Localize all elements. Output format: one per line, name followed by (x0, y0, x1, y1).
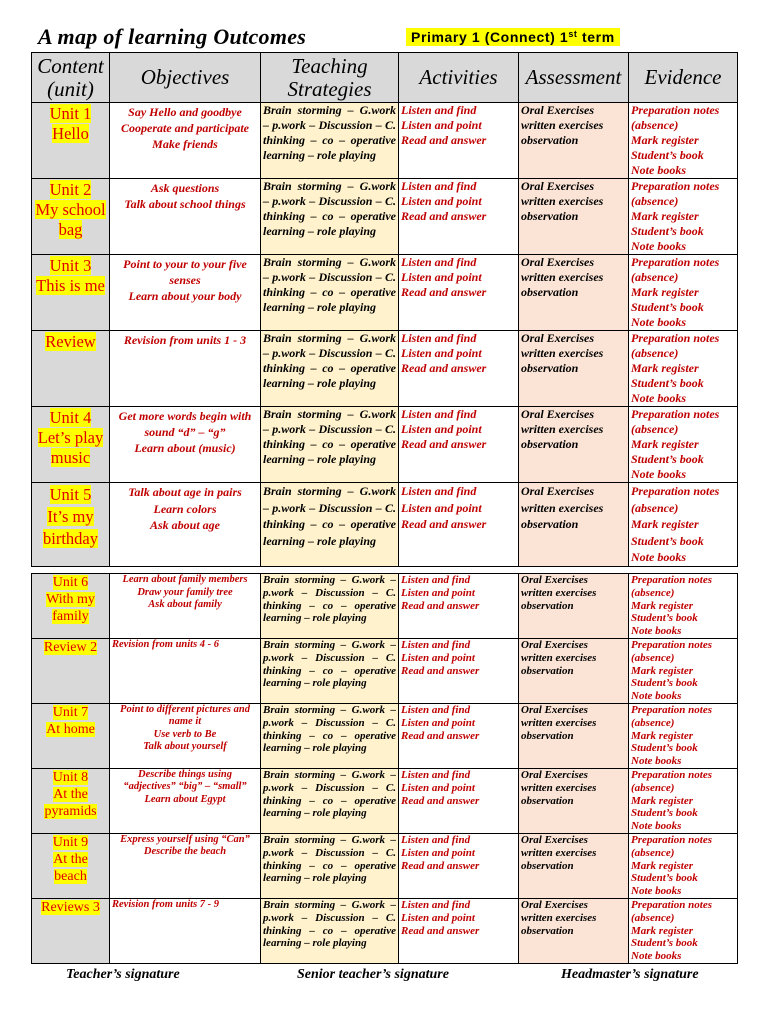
objectives-cell: Talk about age in pairs Learn colors Ask about age (110, 483, 261, 567)
evidence-cell: Preparation notes (absence) Mark register Student’s book Note books (629, 407, 738, 483)
objectives-cell: Point to your to your five senses Learn about your body (110, 255, 261, 331)
activities-cell: Listen and find Listen and point Read and answer (399, 833, 519, 898)
assessment-cell: Oral Exercises written exercises observation (519, 703, 629, 768)
unit-cell: Unit 1 Hello (32, 103, 110, 179)
activities-cell: Listen and find Listen and point Read and answer (399, 179, 519, 255)
senior-teacher-signature: Senior teacher’s signature (297, 967, 449, 982)
col-header-assessment: Assessment (519, 53, 629, 103)
headmaster-signature: Headmaster’s signature (561, 967, 699, 982)
table-row (32, 179, 738, 255)
assessment-cell: Oral Exercises written exercises observation (519, 574, 629, 639)
unit-cell: Unit 5 It’s my birthday (32, 483, 110, 567)
evidence-cell: Preparation notes (absence) Mark register Student’s book Note books (629, 103, 738, 179)
col-header-activities: Activities (399, 53, 519, 103)
evidence-cell: Preparation notes (absence) Mark register Student’s book Note books (629, 483, 738, 567)
table-row (32, 833, 738, 898)
assessment-cell: Oral Exercises written exercises observation (519, 833, 629, 898)
teaching-cell: Brain storming – G.work – p.work – Discussion – C. thinking – co – operative learning – role playing (261, 638, 399, 703)
teaching-cell: Brain storming – G.work – p.work – Discussion – C. thinking – co – operative learning – role playing (261, 898, 399, 963)
objectives-cell: Point to different pictures and name it Use verb to Be Talk about yourself (110, 703, 261, 768)
teaching-cell: Brain storming – G.work – p.work – Discussion – C. thinking – co – operative learning – role playing (261, 574, 399, 639)
table-row (32, 898, 738, 963)
objectives-cell: Get more words begin with sound “d” – “g” Learn about (music) (110, 407, 261, 483)
table-body-top (32, 103, 738, 567)
activities-cell: Listen and find Listen and point Read and answer (399, 407, 519, 483)
unit-cell: Unit 4 Let’s play music (32, 407, 110, 483)
unit-cell: Reviews 3 (32, 898, 110, 963)
activities-cell: Listen and find Listen and point Read and answer (399, 898, 519, 963)
teacher-signature: Teacher’s signature (66, 967, 180, 982)
objectives-cell: Revision from units 4 - 6 (110, 638, 261, 703)
table-row (32, 638, 738, 703)
assessment-cell: Oral Exercises written exercises observation (519, 483, 629, 567)
level-badge: Primary 1 (Connect) 1st term (406, 28, 620, 46)
teaching-cell: Brain storming – G.work – p.work – Discussion – C. thinking – co – operative learning – role playing (261, 331, 399, 407)
unit-cell: Review (32, 331, 110, 407)
evidence-cell: Preparation notes (absence) Mark register Student’s book Note books (629, 703, 738, 768)
teaching-cell: Brain storming – G.work – p.work – Discussion – C. thinking – co – operative learning – role playing (261, 255, 399, 331)
evidence-cell: Preparation notes (absence) Mark register Student’s book Note books (629, 638, 738, 703)
evidence-cell: Preparation notes (absence) Mark register Student’s book Note books (629, 331, 738, 407)
table-row (32, 255, 738, 331)
teaching-cell: Brain storming – G.work – p.work – Discussion – C. thinking – co – operative learning – role playing (261, 703, 399, 768)
activities-cell: Listen and find Listen and point Read and answer (399, 768, 519, 833)
table-row (32, 103, 738, 179)
teaching-cell: Brain storming – G.work – p.work – Discussion – C. thinking – co – operative learning – role playing (261, 179, 399, 255)
unit-cell: Unit 3 This is me (32, 255, 110, 331)
table-row (32, 483, 738, 567)
table-row (32, 407, 738, 483)
activities-cell: Listen and find Listen and point Read and answer (399, 103, 519, 179)
col-header-evidence: Evidence (629, 53, 738, 103)
assessment-cell: Oral Exercises written exercises observation (519, 331, 629, 407)
activities-cell: Listen and find Listen and point Read and answer (399, 483, 519, 567)
evidence-cell: Preparation notes (absence) Mark register Student’s book Note books (629, 574, 738, 639)
objectives-cell: Say Hello and goodbye Cooperate and participate Make friends (110, 103, 261, 179)
activities-cell: Listen and find Listen and point Read and answer (399, 574, 519, 639)
signature-divider (31, 963, 737, 964)
assessment-cell: Oral Exercises written exercises observation (519, 898, 629, 963)
teaching-cell: Brain storming – G.work – p.work – Discussion – C. thinking – co – operative learning – role playing (261, 103, 399, 179)
page-title: A map of learning Outcomes (38, 24, 307, 49)
activities-cell: Listen and find Listen and point Read and answer (399, 703, 519, 768)
objectives-cell: Describe things using “adjectives” “big” – “small” Learn about Egypt (110, 768, 261, 833)
evidence-cell: Preparation notes (absence) Mark register Student’s book Note books (629, 255, 738, 331)
unit-cell: Unit 9 At the beach (32, 833, 110, 898)
assessment-cell: Oral Exercises written exercises observation (519, 768, 629, 833)
assessment-cell: Oral Exercises written exercises observation (519, 179, 629, 255)
assessment-cell: Oral Exercises written exercises observation (519, 638, 629, 703)
unit-cell: Unit 2 My school bag (32, 179, 110, 255)
teaching-cell: Brain storming – G.work – p.work – Discussion – C. thinking – co – operative learning – role playing (261, 483, 399, 567)
activities-cell: Listen and find Listen and point Read and answer (399, 331, 519, 407)
objectives-cell: Revision from units 7 - 9 (110, 898, 261, 963)
evidence-cell: Preparation notes (absence) Mark register Student’s book Note books (629, 898, 738, 963)
unit-cell: Unit 6 With my family (32, 574, 110, 639)
outcomes-table-bottom (31, 573, 738, 964)
evidence-cell: Preparation notes (absence) Mark register Student’s book Note books (629, 833, 738, 898)
evidence-cell: Preparation notes (absence) Mark register Student’s book Note books (629, 768, 738, 833)
objectives-cell: Ask questions Talk about school things (110, 179, 261, 255)
outcomes-table-top (31, 52, 738, 567)
teaching-cell: Brain storming – G.work – p.work – Discussion – C. thinking – co – operative learning – role playing (261, 833, 399, 898)
assessment-cell: Oral Exercises written exercises observation (519, 103, 629, 179)
unit-cell: Unit 8 At the pyramids (32, 768, 110, 833)
assessment-cell: Oral Exercises written exercises observation (519, 255, 629, 331)
table-row (32, 768, 738, 833)
activities-cell: Listen and find Listen and point Read and answer (399, 255, 519, 331)
table-row (32, 331, 738, 407)
col-header-objectives: Objectives (110, 53, 261, 103)
teaching-cell: Brain storming – G.work – p.work – Discussion – C. thinking – co – operative learning – role playing (261, 407, 399, 483)
table-row (32, 703, 738, 768)
col-header-content: Content (unit) (32, 53, 110, 103)
objectives-cell: Learn about family members Draw your family tree Ask about family (110, 574, 261, 639)
unit-cell: Unit 7 At home (32, 703, 110, 768)
activities-cell: Listen and find Listen and point Read and answer (399, 638, 519, 703)
col-header-teaching: Teaching Strategies (261, 53, 399, 103)
unit-cell: Review 2 (32, 638, 110, 703)
assessment-cell: Oral Exercises written exercises observation (519, 407, 629, 483)
objectives-cell: Revision from units 1 - 3 (110, 331, 261, 407)
table-body-bottom (32, 574, 738, 964)
teaching-cell: Brain storming – G.work – p.work – Discussion – C. thinking – co – operative learning – role playing (261, 768, 399, 833)
evidence-cell: Preparation notes (absence) Mark register Student’s book Note books (629, 179, 738, 255)
table-row (32, 574, 738, 639)
objectives-cell: Express yourself using “Can” Describe the beach (110, 833, 261, 898)
